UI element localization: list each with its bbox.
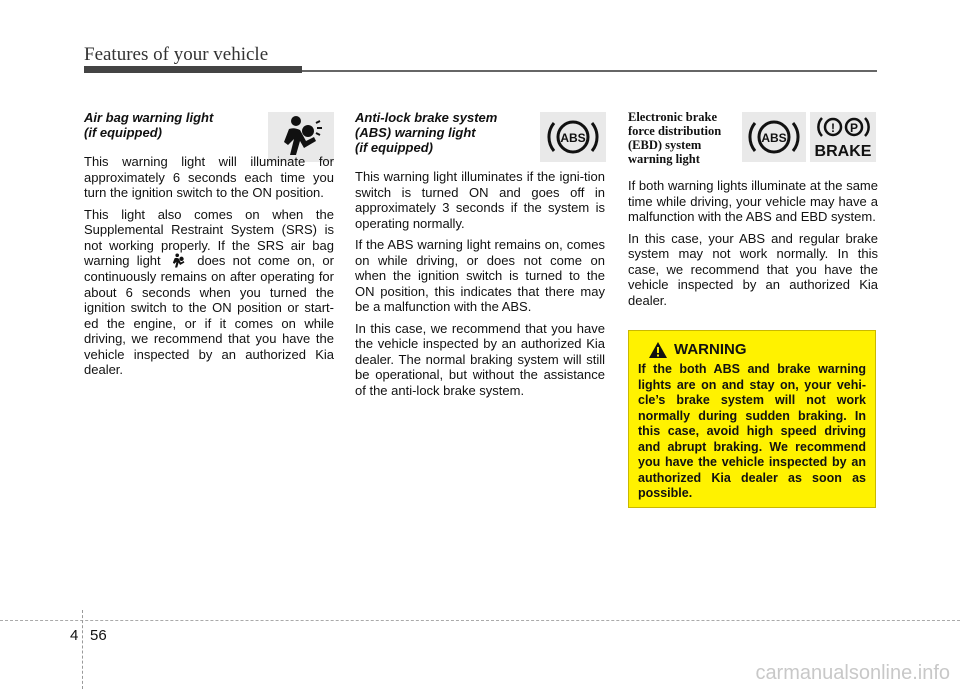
- svg-text:!: !: [831, 121, 835, 135]
- airbag-section: [84, 110, 334, 384]
- airbag-para2: [84, 207, 334, 378]
- airbag-inline-icon: [170, 253, 188, 269]
- airbag-para1: This warning light will illuminate for approximately 6 seconds each time you turn the ignition switch to the ON position.: [84, 154, 334, 200]
- abs-heading-line2: (ABS) warning light: [355, 125, 476, 140]
- ebd-brake-icon-text: BRAKE: [814, 143, 872, 160]
- header-bar-thin: [302, 70, 877, 72]
- chapter-number: 4: [70, 627, 79, 644]
- abs-para2: If the ABS warning light remains on, comes on while driving, or does not come on when the ignition switch is turned to the ON position, this indicates that there may be a malfunction with the ABS.: [355, 237, 605, 314]
- page-number: 56: [90, 627, 107, 644]
- ebd-heading: Electronic brake force distribution (EBD) system warning light: [628, 110, 722, 166]
- airbag-para2-b: does not come on, or continuously remains on after operating for about 6 seconds when you turned the ignition switch to the ON position or start-ed the engine, or if it comes on while driving, we recommend that you have the vehicle inspected by an authorized Kia dealer.: [84, 253, 334, 377]
- ebd-para1: If both warning lights illuminate at the same time while driving, your vehicle may have a malfunction with the ABS and EBD system.: [628, 178, 878, 224]
- abs-para1: This warning light illuminates if the igni-tion switch is turned ON and goes off in approximately 3 seconds if the system is operating normally.: [355, 169, 605, 231]
- footer-divider-horizontal: [0, 620, 960, 621]
- page-header-title: Features of your vehicle: [84, 44, 269, 65]
- footer-divider-vertical: [82, 610, 83, 689]
- ebd-abs-icon-text: ABS: [761, 131, 787, 145]
- warning-title: WARNING: [674, 341, 747, 359]
- airbag-para2-a: This light also comes on when the Supplemental Restraint System (SRS) is not working properly. If the SRS air bag warning light: [84, 206, 334, 268]
- svg-text:P: P: [849, 121, 859, 135]
- ebd-para2: In this case, your ABS and regular brake system may not work normally. In this case, we recommend that you have the vehicle inspected by an authorized Kia dealer.: [628, 230, 878, 308]
- header-bar-thick: [84, 66, 302, 73]
- watermark: carmanualsonline.info: [755, 662, 950, 684]
- abs-heading-line3: (if equipped): [355, 140, 433, 155]
- abs-section: [355, 110, 605, 404]
- airbag-heading: [84, 110, 334, 140]
- airbag-heading-line2: (if equipped): [84, 125, 162, 140]
- abs-heading-line1: Anti-lock brake system: [355, 110, 498, 125]
- warning-text: If the both ABS and brake warning lights are on and stay on, your vehi-cle’s brake system will not work normally during sudden braking. In this case, avoid high speed driving and abrupt braking. We recommend you have the vehicle inspected by an authorized Kia dealer as soon as possible.: [638, 362, 866, 500]
- warning-box: [628, 330, 876, 508]
- warning-title-row: [648, 341, 866, 359]
- abs-heading: [355, 110, 530, 155]
- warning-triangle-icon: [648, 341, 668, 359]
- abs-icon-text: ABS: [560, 131, 586, 145]
- ebd-section: [628, 110, 878, 314]
- abs-para3: In this case, we recommend that you have the vehicle inspected by an authorized Kia dealer. The normal braking system will still be operational, but without the assistance of the anti-lock brake system.: [355, 320, 605, 398]
- airbag-heading-line1: Air bag warning light: [84, 110, 214, 125]
